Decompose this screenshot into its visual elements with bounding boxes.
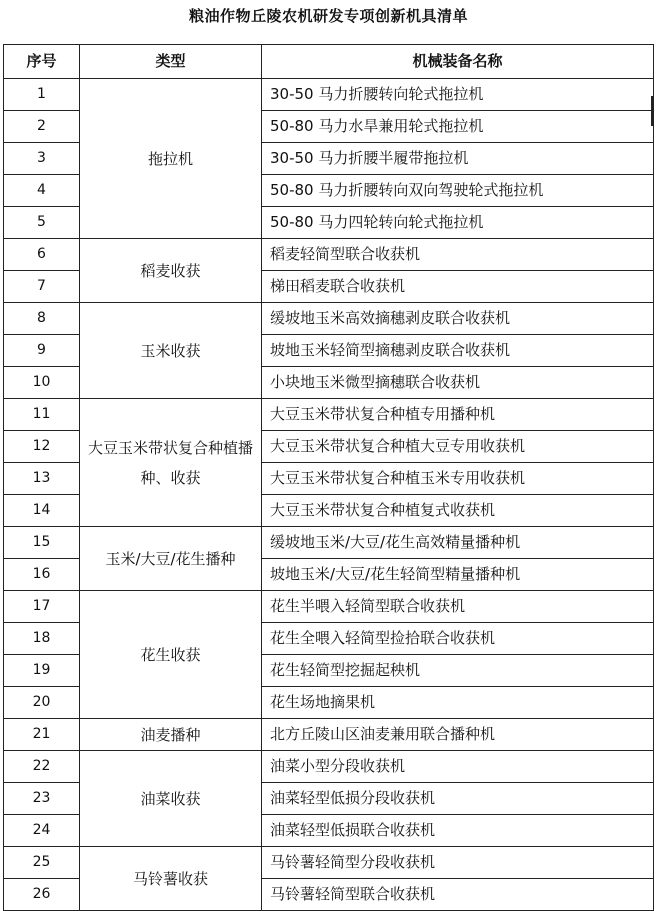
row-equipment-name: 北方丘陵山区油麦兼用联合播种机 [262, 719, 654, 751]
row-seq: 21 [4, 719, 80, 751]
row-seq: 22 [4, 751, 80, 783]
row-equipment-name: 油菜小型分段收获机 [262, 751, 654, 783]
row-seq: 15 [4, 527, 80, 559]
row-seq: 24 [4, 815, 80, 847]
table-row [4, 719, 654, 751]
row-seq: 19 [4, 655, 80, 687]
table-row [4, 751, 654, 783]
row-type: 玉米收获 [80, 303, 262, 399]
row-seq: 23 [4, 783, 80, 815]
row-equipment-name: 马铃薯轻简型联合收获机 [262, 879, 654, 911]
row-type: 油菜收获 [80, 751, 262, 847]
table-row [4, 591, 654, 623]
table-row [4, 239, 654, 271]
row-seq: 18 [4, 623, 80, 655]
row-seq: 6 [4, 239, 80, 271]
row-equipment-name: 30-50 马力折腰半履带拖拉机 [262, 143, 654, 175]
row-seq: 14 [4, 495, 80, 527]
equipment-table [3, 44, 654, 911]
edge-mark [651, 96, 654, 126]
row-type: 马铃薯收获 [80, 847, 262, 911]
table-row [4, 303, 654, 335]
row-seq: 16 [4, 559, 80, 591]
row-equipment-name: 稻麦轻简型联合收获机 [262, 239, 654, 271]
table-row [4, 79, 654, 111]
row-seq: 20 [4, 687, 80, 719]
row-type: 油麦播种 [80, 719, 262, 751]
row-seq: 26 [4, 879, 80, 911]
header-type: 类型 [80, 45, 262, 79]
header-seq: 序号 [4, 45, 80, 79]
row-equipment-name: 梯田稻麦联合收获机 [262, 271, 654, 303]
page-title: 粮油作物丘陵农机研发专项创新机具清单 [188, 7, 468, 25]
row-equipment-name: 坡地玉米轻简型摘穗剥皮联合收获机 [262, 335, 654, 367]
row-seq: 25 [4, 847, 80, 879]
row-seq: 11 [4, 399, 80, 431]
row-equipment-name: 花生半喂入轻简型联合收获机 [262, 591, 654, 623]
row-equipment-name: 大豆玉米带状复合种植复式收获机 [262, 495, 654, 527]
table-row [4, 399, 654, 431]
row-equipment-name: 30-50 马力折腰转向轮式拖拉机 [262, 79, 654, 111]
row-equipment-name: 50-80 马力水旱兼用轮式拖拉机 [262, 111, 654, 143]
row-equipment-name: 马铃薯轻简型分段收获机 [262, 847, 654, 879]
row-seq: 12 [4, 431, 80, 463]
row-equipment-name: 大豆玉米带状复合种植玉米专用收获机 [262, 463, 654, 495]
row-equipment-name: 50-80 马力折腰转向双向驾驶轮式拖拉机 [262, 175, 654, 207]
row-equipment-name: 花生场地摘果机 [262, 687, 654, 719]
table-header-row [4, 45, 654, 79]
row-seq: 3 [4, 143, 80, 175]
row-equipment-name: 花生轻简型挖掘起秧机 [262, 655, 654, 687]
table-row [4, 527, 654, 559]
row-type: 拖拉机 [80, 79, 262, 239]
row-seq: 17 [4, 591, 80, 623]
row-seq: 8 [4, 303, 80, 335]
row-equipment-name: 大豆玉米带状复合种植大豆专用收获机 [262, 431, 654, 463]
row-seq: 10 [4, 367, 80, 399]
row-equipment-name: 小块地玉米微型摘穗联合收获机 [262, 367, 654, 399]
row-equipment-name: 花生全喂入轻简型捡拾联合收获机 [262, 623, 654, 655]
row-seq: 2 [4, 111, 80, 143]
row-equipment-name: 坡地玉米/大豆/花生轻简型精量播种机 [262, 559, 654, 591]
row-seq: 4 [4, 175, 80, 207]
table-row [4, 847, 654, 879]
row-equipment-name: 大豆玉米带状复合种植专用播种机 [262, 399, 654, 431]
row-type: 大豆玉米带状复合种植播种、收获 [80, 399, 262, 527]
row-seq: 7 [4, 271, 80, 303]
table-body [4, 79, 654, 911]
row-type: 玉米/大豆/花生播种 [80, 527, 262, 591]
row-equipment-name: 油菜轻型低损联合收获机 [262, 815, 654, 847]
row-equipment-name: 缓坡地玉米高效摘穗剥皮联合收获机 [262, 303, 654, 335]
row-seq: 5 [4, 207, 80, 239]
row-equipment-name: 油菜轻型低损分段收获机 [262, 783, 654, 815]
row-equipment-name: 缓坡地玉米/大豆/花生高效精量播种机 [262, 527, 654, 559]
row-seq: 9 [4, 335, 80, 367]
row-seq: 1 [4, 79, 80, 111]
row-type: 花生收获 [80, 591, 262, 719]
header-name: 机械装备名称 [262, 45, 654, 79]
row-seq: 13 [4, 463, 80, 495]
row-type: 稻麦收获 [80, 239, 262, 303]
row-equipment-name: 50-80 马力四轮转向轮式拖拉机 [262, 207, 654, 239]
